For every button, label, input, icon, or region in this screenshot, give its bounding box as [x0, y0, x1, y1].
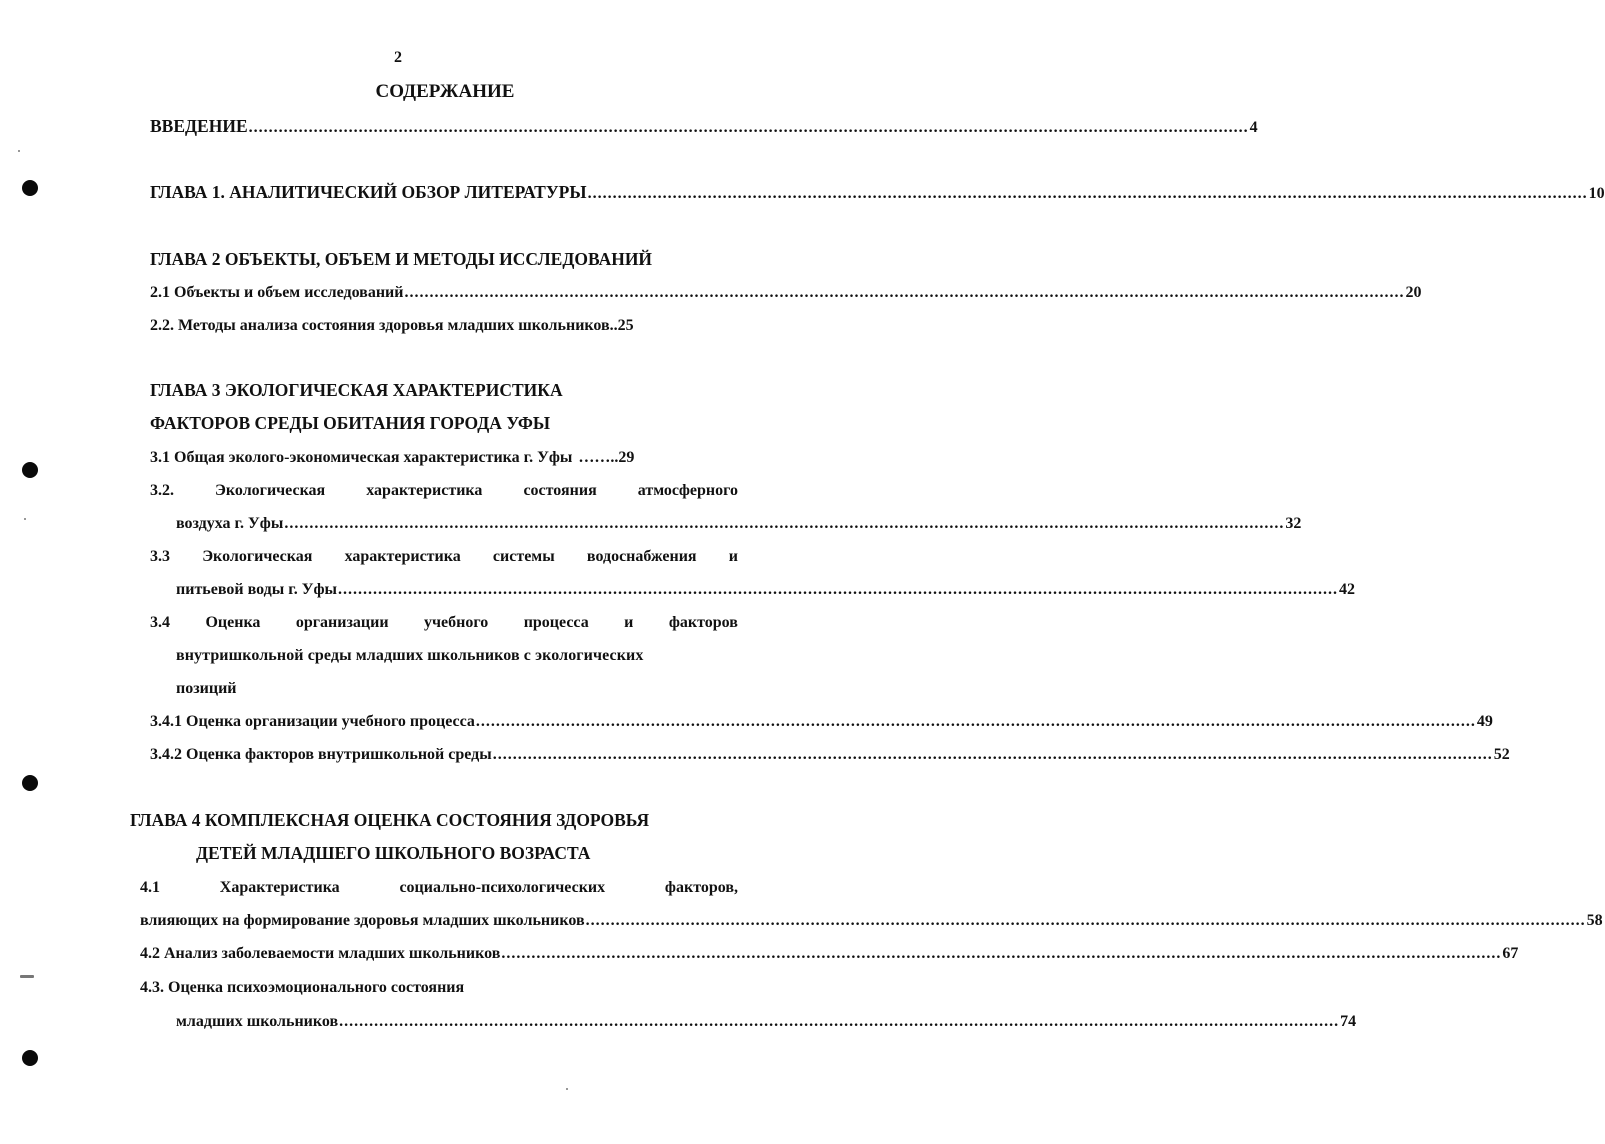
toc-entry-label: ВВЕДЕНИЕ: [150, 116, 248, 136]
toc-page-number: 52: [1493, 746, 1510, 763]
word: 3.4: [150, 614, 170, 631]
toc-entry-4-3-line2[interactable]: [176, 1012, 1357, 1032]
leader-dots: ........................................................................................................................................................................................................: [585, 912, 1586, 929]
word: и: [728, 548, 738, 565]
word: Экологическая: [202, 548, 313, 565]
toc-entry-3-4-1[interactable]: [150, 712, 1493, 732]
toc-entry-4-1-line2[interactable]: [140, 911, 1603, 931]
word: факторов: [668, 614, 738, 631]
scan-speck: [20, 975, 34, 978]
toc-entry-intro[interactable]: [150, 116, 1258, 138]
toc-entry-4-3-line1: 4.3. Оценка психоэмоционального состояния: [140, 979, 465, 996]
toc-entry-label: 2.1 Объекты и объем исследований: [150, 284, 404, 301]
toc-entry-chapter1[interactable]: [150, 182, 1605, 204]
word: водоснабжения: [586, 548, 697, 565]
punch-hole-icon: [22, 1050, 38, 1066]
toc-entry-3-3-line2[interactable]: [176, 580, 1356, 600]
toc-entry-4-2[interactable]: [140, 944, 1519, 964]
word: 3.3: [150, 548, 170, 565]
toc-entry-label: питьевой воды г. Уфы: [176, 581, 338, 598]
chapter3-heading-line1: ГЛАВА 3 ЭКОЛОГИЧЕСКАЯ ХАРАКТЕРИСТИКА: [150, 380, 563, 400]
toc-entry-label: 3.4.2 Оценка факторов внутришкольной среды: [150, 746, 492, 763]
word: системы: [492, 548, 555, 565]
word: Характеристика: [219, 879, 340, 896]
word: социально-психологических: [399, 879, 606, 896]
leader-dots: ........................................................................................................................................................................................................: [338, 581, 1339, 598]
scan-speck: [566, 1088, 568, 1090]
word: состояния: [523, 482, 597, 499]
chapter2-heading: ГЛАВА 2 ОБЪЕКТЫ, ОБЪЕМ И МЕТОДЫ ИССЛЕДОВАНИЙ: [150, 249, 653, 269]
toc-page-number: 4: [1249, 119, 1258, 136]
scan-speck: [18, 150, 20, 152]
toc-entry-label: 2.2. Методы анализа состояния здоровья младших школьников..: [150, 317, 618, 334]
toc-entry-2-1[interactable]: [150, 283, 1422, 303]
toc-entry-3-4-2[interactable]: [150, 745, 1510, 765]
leader-dots: ........................................................................................................................................................................................................: [404, 284, 1405, 301]
word: 3.2.: [150, 482, 174, 499]
toc-entry-label: воздуха г. Уфы: [176, 515, 284, 532]
word: Оценка: [205, 614, 261, 631]
toc-entry-label: 4.2 Анализ заболеваемости младших школьников: [140, 945, 501, 962]
leader-dots: ........................................................................................................................................................................................................: [492, 746, 1493, 763]
toc-entry-dots-text: ……..: [578, 449, 619, 466]
word: характеристика: [366, 482, 483, 499]
toc-entry-4-1-line1[interactable]: [140, 878, 738, 898]
toc-entry-3-3-line1[interactable]: [150, 547, 738, 567]
toc-page-number: 58: [1586, 912, 1603, 929]
punch-hole-icon: [22, 462, 38, 478]
leader-dots: ........................................................................................................................................................................................................: [501, 945, 1502, 962]
toc-page-number: 42: [1339, 581, 1356, 598]
toc-page-number: 25: [617, 317, 634, 334]
toc-entry-label: влияющих на формирование здоровья младших школьников: [140, 912, 585, 929]
word: атмосферного: [637, 482, 738, 499]
word: 4.1: [140, 879, 160, 896]
toc-entry-label: 3.1 Общая эколого-экономическая характеристика г. Уфы: [150, 449, 573, 466]
toc-entry-label: 3.4.1 Оценка организации учебного процесса: [150, 713, 475, 730]
toc-entry-3-1[interactable]: [150, 448, 735, 468]
toc-page-number: 49: [1476, 713, 1493, 730]
toc-entry-2-2[interactable]: [150, 316, 734, 336]
toc-page-number: 29: [618, 449, 635, 466]
word: и: [624, 614, 634, 631]
leader-dots: ........................................................................................................................................................................................................: [475, 713, 1476, 730]
toc-page-number: 32: [1285, 515, 1302, 532]
word: Экологическая: [215, 482, 326, 499]
punch-hole-icon: [22, 775, 38, 791]
chapter3-heading-line2: ФАКТОРОВ СРЕДЫ ОБИТАНИЯ ГОРОДА УФЫ: [150, 413, 551, 433]
toc-entry-3-4-line3: позиций: [176, 680, 237, 697]
leader-dots: ........................................................................................................................................................................................................: [248, 119, 1249, 136]
word: организации: [295, 614, 389, 631]
toc-entry-3-2-line1[interactable]: [150, 481, 738, 501]
word: процесса: [523, 614, 589, 631]
toc-entry-label: ГЛАВА 1. АНАЛИТИЧЕСКИЙ ОБЗОР ЛИТЕРАТУРЫ: [150, 182, 587, 202]
leader-dots: ........................................................................................................................................................................................................: [587, 185, 1588, 202]
leader-dots: ........................................................................................................................................................................................................: [339, 1013, 1340, 1030]
toc-title: СОДЕРЖАНИЕ: [375, 81, 515, 102]
word: учебного: [424, 614, 489, 631]
scan-speck: [24, 518, 26, 520]
word: факторов,: [664, 879, 738, 896]
toc-entry-label: младших школьников: [176, 1013, 339, 1030]
chapter4-heading-line2: ДЕТЕЙ МЛАДШЕГО ШКОЛЬНОГО ВОЗРАСТА: [196, 843, 591, 863]
word: характеристика: [344, 548, 461, 565]
punch-hole-icon: [22, 180, 38, 196]
toc-entry-3-2-line2[interactable]: [176, 514, 1302, 534]
toc-page-number: 10: [1588, 185, 1605, 202]
toc-page-number: 20: [1405, 284, 1422, 301]
chapter4-heading-line1: ГЛАВА 4 КОМПЛЕКСНАЯ ОЦЕНКА СОСТОЯНИЯ ЗДОРОВЬЯ: [130, 810, 650, 830]
leader-dots: ........................................................................................................................................................................................................: [284, 515, 1285, 532]
toc-entry-3-4-line1[interactable]: [150, 613, 738, 633]
toc-page-number: 67: [1502, 945, 1519, 962]
toc-entry-3-4-line2: внутришкольной среды младших школьников с экологических: [176, 647, 644, 664]
toc-page-number: 74: [1340, 1013, 1357, 1030]
page-number: 2: [394, 49, 402, 66]
